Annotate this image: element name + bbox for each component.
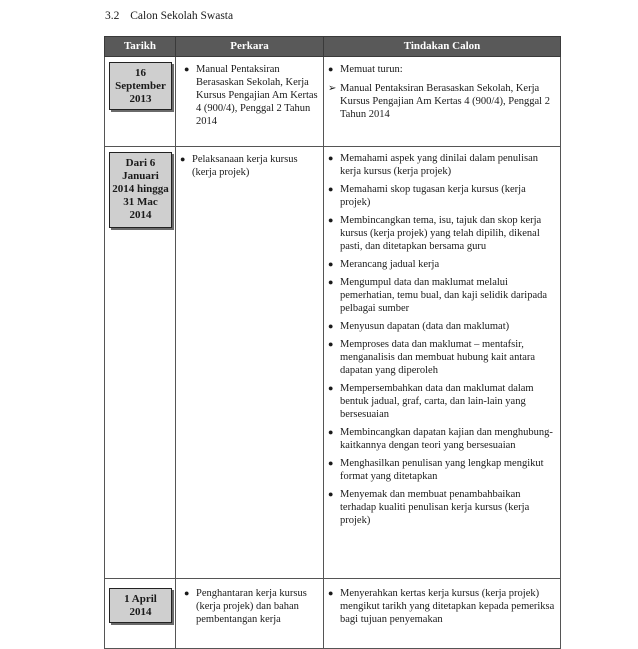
bullet-icon: ● <box>328 383 334 393</box>
bullet-icon: ● <box>328 277 334 287</box>
list-item: ● Menyerahkan kertas kerja kursus (kerja projek) mengikut tarikh yang ditetapkan kepada pemeriksa bagi tujuan penyemakan <box>328 588 555 625</box>
bullet-icon: ● <box>328 321 334 331</box>
table-row <box>105 147 561 579</box>
section-title: Calon Sekolah Swasta <box>130 10 234 22</box>
list-item: ● Membincangkan tema, isu, tajuk dan skop kerja kursus (kerja projek) yang telah dipilih, dikenal pasti, dan ditetapkan bersama guru <box>328 215 542 252</box>
perkara-text: Penghantaran kerja kursus (kerja projek) dan bahan pembentangan kerja <box>196 588 307 625</box>
list-item <box>180 153 321 179</box>
bullet-icon: ● <box>184 64 190 74</box>
perkara-cell <box>176 147 324 579</box>
list-item: ● Menyusun dapatan (data dan maklumat) <box>328 321 510 332</box>
table-row <box>105 57 561 147</box>
bullet-icon: ● <box>328 588 334 598</box>
bullet-icon: ● <box>328 64 334 74</box>
tindakan-cell <box>324 579 561 649</box>
bullet-icon: ● <box>184 588 190 598</box>
bullet-icon: ● <box>328 339 334 349</box>
list-item <box>184 63 321 128</box>
bullet-icon: ● <box>180 154 186 164</box>
list-item: ● Merancang jadual kerja <box>328 259 440 270</box>
date-cell <box>105 57 176 147</box>
tindakan-sub-text: Manual Pentaksiran Berasaskan Sekolah, Kerja Kursus Pengajian Am Kertas 4 (900/4), Penggal 2 Tahun 2014 <box>340 83 550 120</box>
tindakan-cell <box>324 147 561 579</box>
perkara-text: Pelaksanaan kerja kursus (kerja projek) <box>192 154 298 178</box>
list-item: ● Memproses data dan maklumat – mentafsir, menganalisis dan membuat hubung kait antara dapatan yang diperoleh <box>328 339 536 376</box>
bullet-icon: ● <box>328 458 334 468</box>
tindakan-text: Memuat turun: <box>340 64 403 75</box>
table-row <box>105 579 561 649</box>
table-header-row <box>105 37 561 57</box>
bullet-icon: ● <box>328 215 334 225</box>
list-item: ● Memahami aspek yang dinilai dalam penulisan kerja kursus (kerja projek) <box>328 153 538 177</box>
section-heading <box>105 10 233 22</box>
schedule-table <box>104 36 561 649</box>
list-item: ● Mengumpul data dan maklumat melalui pemerhatian, temu bual, dan kaji selidik daripada pelbagai sumber <box>328 277 548 314</box>
header-tindakan: Tindakan Calon <box>324 37 561 57</box>
perkara-cell <box>176 579 324 649</box>
section-number: 3.2 <box>105 10 120 22</box>
perkara-text: Manual Pentaksiran Berasaskan Sekolah, Kerja Kursus Pengajian Am Kertas 4 (900/4), Penggal 2 Tahun 2014 <box>196 64 318 127</box>
date-cell <box>105 147 176 579</box>
bullet-icon: ● <box>328 153 334 163</box>
bullet-icon: ● <box>328 427 334 437</box>
sub-list-item <box>328 82 558 121</box>
list-item: ● Mempersembahkan data dan maklumat dalam bentuk jadual, graf, carta, dan lain-lain yang bersesuaian <box>328 383 534 420</box>
arrow-bullet-icon: ➢ <box>328 83 337 94</box>
date-box: 1 April 2014 <box>109 588 172 623</box>
list-item: ● Menyemak dan membuat penambahbaikan terhadap kualiti penulisan kerja kursus (kerja projek) <box>328 489 530 526</box>
bullet-icon: ● <box>328 489 334 499</box>
bullet-icon: ● <box>328 259 334 269</box>
date-box: Dari 6 Januari 2014 hingga 31 Mac 2014 <box>109 152 172 228</box>
list-item: ● Membincangkan dapatan kajian dan menghubung-kaitkannya dengan teori yang bersesuaian <box>328 427 553 451</box>
tindakan-cell <box>324 57 561 147</box>
bullet-icon: ● <box>328 184 334 194</box>
perkara-cell <box>176 57 324 147</box>
list-item: ● Memahami skop tugasan kerja kursus (kerja projek) <box>328 184 526 208</box>
date-cell <box>105 579 176 649</box>
list-item: ● Menghasilkan penulisan yang lengkap mengikut format yang ditetapkan <box>328 458 544 482</box>
header-tarikh: Tarikh <box>105 37 176 57</box>
list-item <box>184 587 321 626</box>
date-box: 16 September 2013 <box>109 62 172 110</box>
header-perkara: Perkara <box>176 37 324 57</box>
list-item <box>328 63 558 76</box>
